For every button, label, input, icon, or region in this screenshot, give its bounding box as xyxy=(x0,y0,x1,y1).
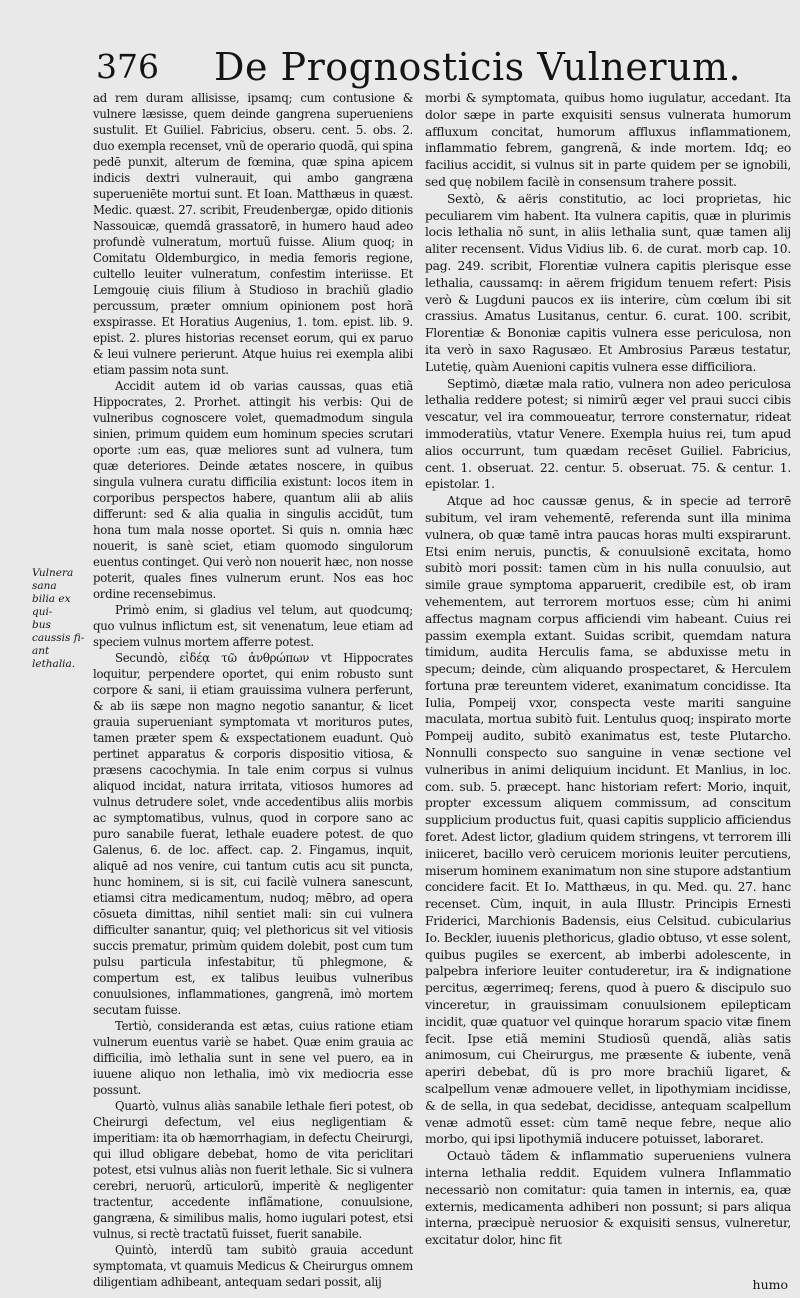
page-number: 376 xyxy=(96,47,159,86)
paragraph: Quartò, vulnus aliàs sanabile lethale fieri potest, ob Cheirurgi defectum, vel eius negligentiam & imperitiam: ita ob hæmorrhagiam, in defectu Cheirurgi, qui illud obligare debebat, homo de vita periclitari potest, etsi vulnus aliàs non fuerit lethale. Sic si vulnera cerebri, neruorũ, articulorũ, imperitè & negligenter tractentur, accedente inflãmatione, conuulsione, gangræna, & similibus malis, homo iugulari potest, etsi vulnus, si rectè tractatũ fuisset, fuerit sanabile. xyxy=(93,1099,413,1241)
margin-note-line: bilia ex qui- xyxy=(32,593,71,618)
paragraph: Septimò, diætæ mala ratio, vulnera non adeo periculosa lethalia reddere potest; si nimirũ æger vel praui succi cibis vescatur, vel ira commoueatur, terrore consternatur, rideat immoderatiùs, vtatur Venere. Exempla huius rei, tum apud alios occurrunt, tum quædam recēset Guiliel. Fabricius, cent. 1. obseruat. 22. centur. 5. obseruat. 75. & centur. 1. epistolar. 1. xyxy=(425,376,791,492)
paragraph: ad rem duram allisisse, ipsamq; cum contusione & vulnere læsisse, quem deinde gangrena superueniens sustulit. Et Guiliel. Fabricius, obseru. cent. 5. obs. 2. duo exempla recenset, vnũ de operario quodã, qui spina pedē punxit, alterum de fœmina, quæ spina apicem indicis dextri vulnerauit, qui ambo gangræna superueniēte mortui sunt. Et Ioan. Matthæus in quæst. Medic. quæst. 27. scribit, Freudenbergæ, opido ditionis Nassouicæ, quemdã grassatorē, in humero haud adeo profundè vulneratum, mortuũ fuisse. Alium quoq; in Comitatu Oldemburgico, in media femoris regione, cultello leuiter vulneratum, confestim interiisse. Et Lemgouię ciuis filium à Studioso in brachiũ gladio percussum, præter omnium opinionem post horã exspirasse. Et Horatius Augenius, 1. tom. epist. lib. 9. epist. 2. plures historias recenset eorum, qui ex paruo & leui vulnere perierunt. Atque huius rei exempla alibi etiam passim nota sunt. xyxy=(93,91,413,377)
paragraph: Secundò, εἰδέᾳ τῶ ἀνθρώπων vt Hippocrates loquitur, perpendere oportet, qui enim robusto sunt corpore & sani, ii etiam grauissima vulnera perferunt, & ab iis sæpe non magno negotio sanantur, & licet grauia superueniant symptomata vt morituros putes, tamen præter spem & exspectationem euadunt. Quò pertinet apparatus & corporis dispositio vitiosa, & præsens cacochymia. In tale enim corpus si vulnus aliquod incidat, natura irritata, vitiosos humores ad vulnus detrudere solet, vnde accedentibus aliis morbis ac symptomatibus, vulnus, quod in corpore sano ac puro sanabile fuerat, lethale euadere potest. de quo Galenus, 6. de loc. affect. cap. 2. Fingamus, inquit, aliquē ad nos venire, cui tantum cutis acu sit puncta, hunc hominem, si is sit, cui facilè vulnera sanescunt, etiamsi citra medicamentum, nudoq; mēbro, ad opera cōsueta dimittas, nihil sentiet mali: sin cui vulnera difficulter sanantur, quiq; vel plethoricus sit vel vitiosis succis prematur, primùm quidem dolebit, post cum tum pulsu particula infestabitur, tũ phlegmone, & compertum est, ex talibus leuibus vulneribus conuulsiones, inflammationes, gangrenã, imò mortem secutam fuisse. xyxy=(93,651,413,1017)
left-column xyxy=(93,90,413,1290)
margin-note xyxy=(32,567,92,671)
catchword: humo xyxy=(752,1277,788,1292)
running-title: De Prognosticis Vulnerum. xyxy=(214,45,742,89)
paragraph: Tertiò, consideranda est ætas, cuius ratione etiam vulnerum euentus variè se habet. Quæ enim grauia ac difficilia, imò lethalia sunt in sene vel puero, ea in iuuene aliquo non lethalia, imò vix mediocria esse possunt. xyxy=(93,1019,413,1097)
right-column xyxy=(425,90,791,1249)
margin-note-line: bus caussis fi- xyxy=(32,619,85,644)
paragraph: morbi & symptomata, quibus homo iugulatur, accedant. Ita dolor sæpe in parte exquisiti sensus vulnerata humorum affluxum concitat, humorum affluxus inflammationem, inflammatio febrem, gangrenã, & inde mortem. Idq; eo facilius accidit, si vulnus sit in parte quidem per se ignobili, sed quę nobilem facilè in consensum trahere possit. xyxy=(425,91,791,189)
paragraph: Primò enim, si gladius vel telum, aut quodcumq; quo vulnus inflictum est, sit venenatum, leue etiam ad speciem vulnus mortem afferre potest. xyxy=(93,603,413,649)
paragraph: Accidit autem id ob varias caussas, quas etiã Hippocrates, 2. Prorhet. attingit his verbis: Qui de vulneribus cognoscere volet, quemadmodum singula sinien, primum quidem eum hominum species scrutari oporte :um eas, quæ meliores sunt ad vulnera, tum quæ deteriores. Deinde ætates noscere, in quibus singula vulnera curatu difficilia existunt: locos item in corporibus perspectos habere, quantum alii ab aliis differunt: sed & alia qualia in singulis accidūt, tum hona tum mala nosse oportet. Si quis n. omnia hæc nouerit, is sanè sciet, etiam quomodo singulorum euentus continget. Qui verò non nouerit hæc, non nosse poterit, quales fines vulnerum erunt. Nos eas hoc ordine recensebimus. xyxy=(93,379,413,601)
paragraph: Quintò, interdũ tam subitò grauia accedunt symptomata, vt quamuis Medicus & Cheirurgus omnem diligentiam adhibeant, antequam sedari possit, alij xyxy=(93,1243,413,1289)
margin-note-line: Vulnera sana xyxy=(32,567,74,592)
paragraph: Atque ad hoc caussæ genus, & in specie ad terrorē subitum, vel iram vehementē, referenda sunt illa minima vulnera, ob quæ tamē intra paucas horas multi exspirarunt. Etsi enim neruis, punctis, & conuulsionē excitata, homo subitò mori possit: tamen cùm in his nulla conuulsio, aut simile graue symptoma apparuerit, credibile est, ob iram vehementem, aut terrorem mortuos esse; cùm hi animi affectus magnam corpus afficiendi vim habeant. Cuius rei passim exempla extant. Suidas scribit, quemdam natura timidum, audita Herculis fama, se abduxisse metu in specum; deinde, cùm aliquando prospectaret, & Herculem fortuna præ tereuntem videret, exanimatum concidisse. Ita Iulia, Pompeij vxor, conspecta veste mariti sanguine maculata, mortua subitò fuit. Lentulus quoq; inspirato morte Pompeij audito, subitò exanimatus est, teste Plutarcho. Nonnulli conspecto suo sanguine in venæ sectione vel vulneribus in animi deliquium incidunt. Et Manlius, in loc. com. sub. 5. præcept. hanc historiam refert: Morio, inquit, propter excessum aliquem commissum, ad conscitum supplicium productus fuit, quasi capitis supplicio afficiendus foret. Adest lictor, gladium quidem stringens, vt terrorem illi iniiceret, bacillo verò ceruicem morionis leuiter percutiens, miserum hominem exanimatum non sine stupore adstantium concidere facit. Et Io. Matthæus, in qu. Med. qu. 27. hanc recenset. Cùm, inquit, in aula Illustr. Principis Ernesti Friderici, Marchionis Badensis, eius Celsitud. cubicularius Io. Beckler, iuuenis plethoricus, gladio obtuso, vt esse solent, quibus pugiles se exercent, ab imberbi adolescente, in palpebra inferiore leuiter contuderetur, ira & indignatione percitus, ægerrimeq; ferens, quod à puero & discipulo suo vinceretur, in grauissimam conuulsionem epilepticam incidit, quæ quatuor vel quinque horarum spacio vitæ finem fecit. Ipse etiã memini Studiosũ quendã, aliàs satis animosum, cui Cheirurgus, me præsente & iubente, venã aperiri debebat, dũ is pro more brachiũ ligaret, & scalpellum venæ admouere vellet, in lipothymiam incidisse, & de sella, in qua sedebat, decidisse, antequam scalpellum venæ admotũ esset: cùm tamē neque febre, neque alio morbo, qui ipsi lipothymiã inducere potuisset, laboraret. xyxy=(425,494,791,1147)
paragraph: Sextò, & aëris constitutio, ac loci proprietas, hic peculiarem vim habent. Ita vulnera capitis, quæ in plurimis locis lethalia nõ sunt, in aliis lethalia sunt, quæ tamen alij aliter recensent. Vidus Vidius lib. 6. de curat. morb cap. 10. pag. 249. scribit, Florentiæ vulnera capitis plerisque esse lethalia, caussamq: in aërem frigidum tenuem refert: Pisis verò & Lugduni paucos ex iis interire, cùm cœlum ibi sit crassius. Amatus Lusitanus, centur. 6. curat. 100. scribit, Florentiæ & Bononiæ capitis vulnera esse periculosa, non ita verò in saxo Ragusæo. Et Ambrosius Paræus testatur, Lutetię, quàm Auenioni capitis vulnera esse difficiliora. xyxy=(425,191,791,374)
paragraph: Octauò tãdem & inflammatio superueniens vulnera interna lethalia reddit. Equidem vulnera Inflammatio necessariò non comitatur: quia tamen in internis, ea, quæ externis, medicamenta adhiberi non possunt; si pars aliqua interna, præcipuè neruosior & exquisiti sensus, vulneretur, excitatur dolor, hinc fit xyxy=(425,1149,791,1248)
margin-note-line: ant lethalia. xyxy=(32,645,76,670)
page-header xyxy=(96,46,796,92)
